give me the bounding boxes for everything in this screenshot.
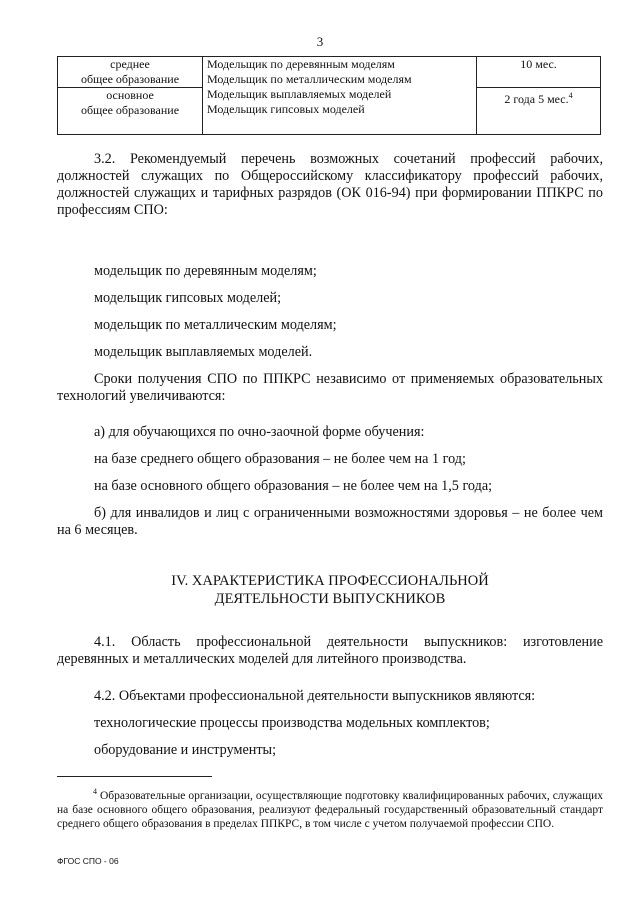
term-value: 10 мес. — [520, 57, 557, 71]
footnote-ref: 4 — [568, 91, 573, 100]
table-row — [58, 57, 601, 88]
professions-cell — [203, 57, 477, 135]
term-cell — [477, 57, 601, 88]
paragraph-4-1: 4.1. Область профессиональной деятельности выпускников: изготовление деревянных и металлических моделей для литейного производства. — [57, 634, 603, 667]
education-level-cell — [58, 57, 203, 88]
term-value: 2 года 5 мес. — [504, 92, 569, 106]
section-heading-line: ДЕЯТЕЛЬНОСТИ ВЫПУСКНИКОВ — [214, 591, 446, 607]
education-terms-table — [57, 56, 601, 135]
education-level-secondary: среднее общее образование — [80, 57, 180, 86]
paragraph-4-2: 4.2. Объектами профессиональной деятельности выпускников являются: — [94, 688, 536, 704]
list-item: модельщик выплавляемых моделей. — [94, 344, 313, 360]
education-level-basic: основное общее образование — [80, 88, 180, 117]
list-item: модельщик гипсовых моделей; — [94, 290, 282, 306]
list-item: технологические процессы производства модельных комплектов; — [94, 715, 490, 731]
profession-item: Модельщик по деревянным моделям — [207, 57, 395, 71]
footnote-divider — [57, 776, 212, 777]
document-footer: ФГОС СПО - 06 — [57, 856, 119, 866]
section-heading — [57, 572, 603, 608]
footnote-mark: 4 — [93, 787, 97, 796]
paragraph-terms: Сроки получения СПО по ППКРС независимо от применяемых образовательных технологий увеличиваются: — [57, 371, 603, 404]
term-cell — [477, 88, 601, 135]
profession-item: Модельщик выплавляемых моделей — [207, 87, 392, 101]
profession-item: Модельщик по металлическим моделям — [207, 72, 412, 86]
education-level-cell — [58, 88, 203, 135]
paragraph-3-2: 3.2. Рекомендуемый перечень возможных сочетаний профессий рабочих, должностей служащих по Общероссийскому классификатору профессий рабочих, должностей служащих и тарифных разрядов (ОК 016-94) при формировании ППКРС по профессиям СПО: — [57, 151, 603, 218]
list-item: модельщик по деревянным моделям; — [94, 263, 317, 279]
list-item: модельщик по металлическим моделям; — [94, 317, 337, 333]
paragraph-item-b: б) для инвалидов и лиц с ограниченными возможностями здоровья – не более чем на 6 месяцев. — [57, 505, 603, 538]
footnote — [57, 785, 603, 831]
profession-item: Модельщик гипсовых моделей — [207, 102, 365, 116]
paragraph-item-a2: на базе основного общего образования – не более чем на 1,5 года; — [94, 478, 493, 494]
list-item: оборудование и инструменты; — [94, 742, 277, 758]
section-heading-line: IV. ХАРАКТЕРИСТИКА ПРОФЕССИОНАЛЬНОЙ — [171, 573, 489, 589]
footnote-text: Образовательные организации, осуществляющие подготовку квалифицированных рабочих, служащих на базе основного общего образования, реализуют федеральный государственный образовательный стандарт среднего общего образования в пределах ППКРС, в том числе с учетом получаемой профессии СПО. — [57, 789, 604, 830]
paragraph-item-a1: на базе среднего общего образования – не более чем на 1 год; — [94, 451, 466, 467]
paragraph-item-a: а) для обучающихся по очно-заочной форме обучения: — [94, 424, 425, 440]
page-number: 3 — [316, 34, 324, 49]
